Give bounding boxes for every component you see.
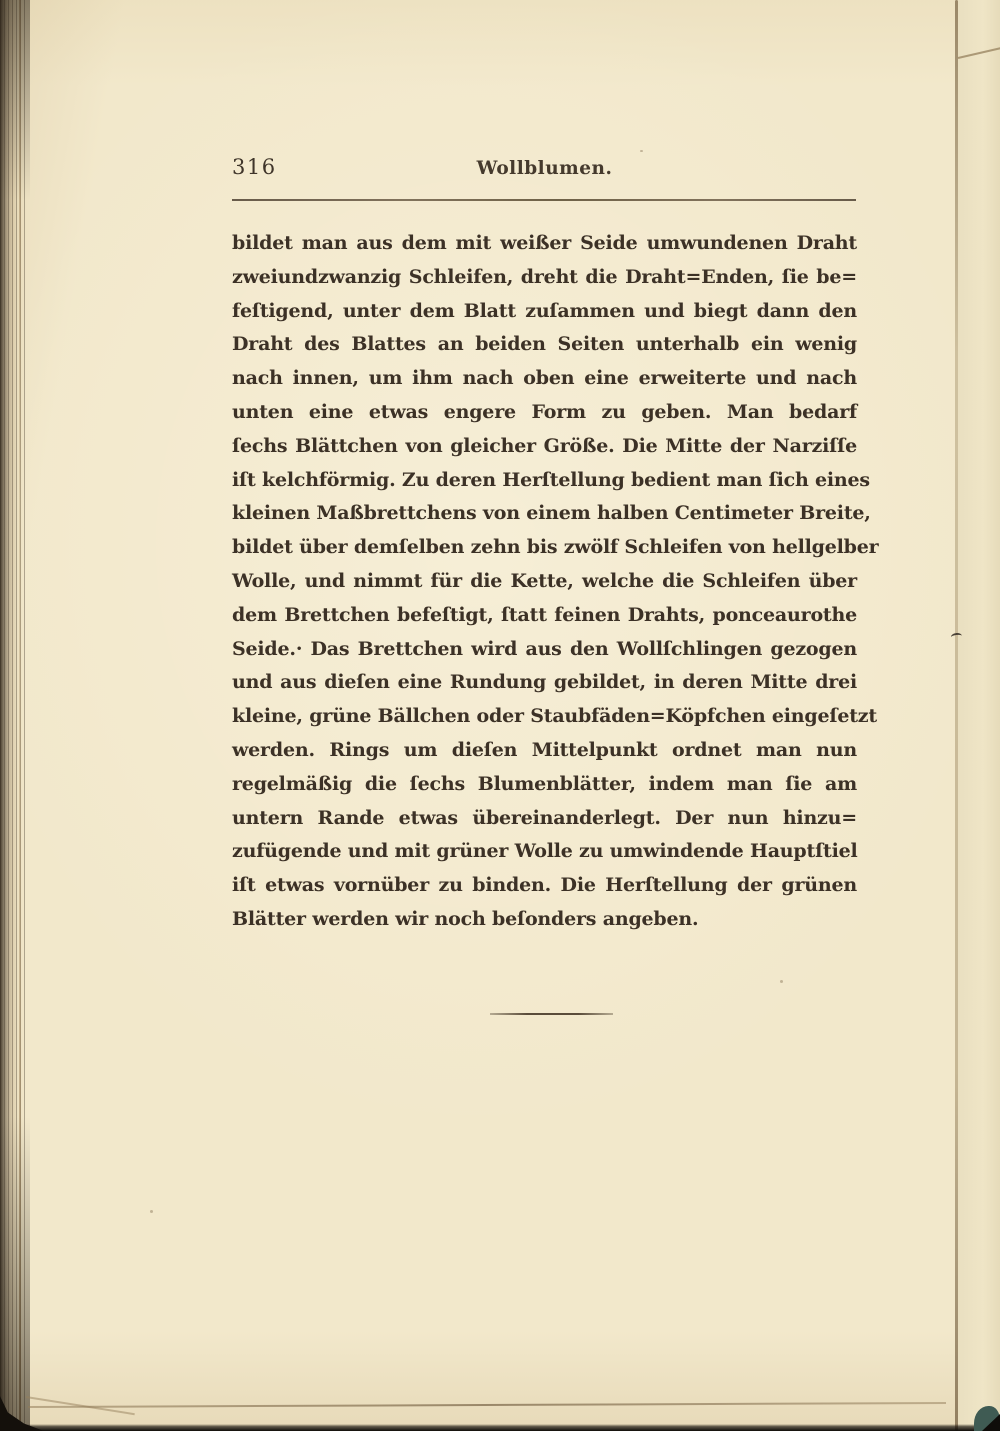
text-line: Blätter werden wir noch beſonders angeben. — [232, 907, 699, 930]
right-page-stack — [958, 0, 1000, 1431]
paper-speck — [780, 980, 783, 983]
text-line: kleinen Maßbrettchens von einem halben Centimeter Breite, — [232, 502, 871, 525]
text-line: bildet über demſelben zehn bis zwölf Schleifen von hellgelber — [232, 536, 879, 559]
ink-mark — [951, 632, 963, 640]
text-line: bildet man aus dem mit weißer Seide umwundenen Draht — [232, 232, 857, 254]
section-end-rule — [490, 1013, 613, 1015]
text-line: dem Brettchen befeſtigt, ſtatt feinen Drahts, ponceaurothe — [232, 603, 857, 626]
text-line: werden. Rings um dieſen Mittelpunkt ordnet man nun — [232, 738, 857, 761]
text-line: nach innen, um ihm nach oben eine erweiterte und nach — [232, 367, 857, 390]
text-line: iſt etwas vornüber zu binden. Die Herſtellung der grünen — [232, 874, 857, 897]
header-rule — [232, 199, 856, 201]
text-line: feſtigend, unter dem Blatt zuſammen und biegt dann den — [232, 299, 857, 322]
running-header: Wollblumen. — [476, 158, 613, 179]
body-text — [232, 227, 879, 937]
bottom-shadow-strip — [0, 1424, 1000, 1431]
page-number: 316 — [232, 155, 277, 179]
text-line: und aus dieſen eine Rundung gebildet, in deren Mitte drei — [232, 671, 857, 694]
right-page-edge — [955, 0, 958, 1431]
paper-speck — [640, 150, 643, 152]
paper-speck — [150, 1210, 153, 1213]
text-line: kleine, grüne Bällchen oder Staubfäden=Köpfchen eingeſetzt — [232, 705, 877, 728]
bottom-page-edge — [28, 1402, 946, 1408]
text-line: unten eine etwas engere Form zu geben. Man bedarf — [232, 400, 857, 423]
text-line: ſechs Blättchen von gleicher Größe. Die Mitte der Narziſſe — [232, 434, 857, 457]
text-line: iſt kelchförmig. Zu deren Herſtellung bedient man ſich eines — [232, 468, 870, 491]
text-line: regelmäßig die ſechs Blumenblätter, indem man ſie am — [232, 772, 857, 795]
text-line: zufügende und mit grüner Wolle zu umwindende Hauptſtiel — [232, 840, 858, 863]
text-line: untern Rande etwas übereinanderlegt. Der nun hinzu= — [232, 806, 857, 829]
text-line: zweiundzwanzig Schleifen, dreht die Draht=Enden, ſie be= — [232, 265, 857, 288]
text-line: Wolle, und nimmt für die Kette, welche die Schleifen über — [232, 569, 857, 592]
text-line: Draht des Blattes an beiden Seiten unterhalb ein wenig — [232, 333, 857, 356]
left-binding-shadow — [0, 0, 30, 1431]
text-line: Seide.· Das Brettchen wird aus den Wollſchlingen gezogen — [232, 637, 857, 660]
